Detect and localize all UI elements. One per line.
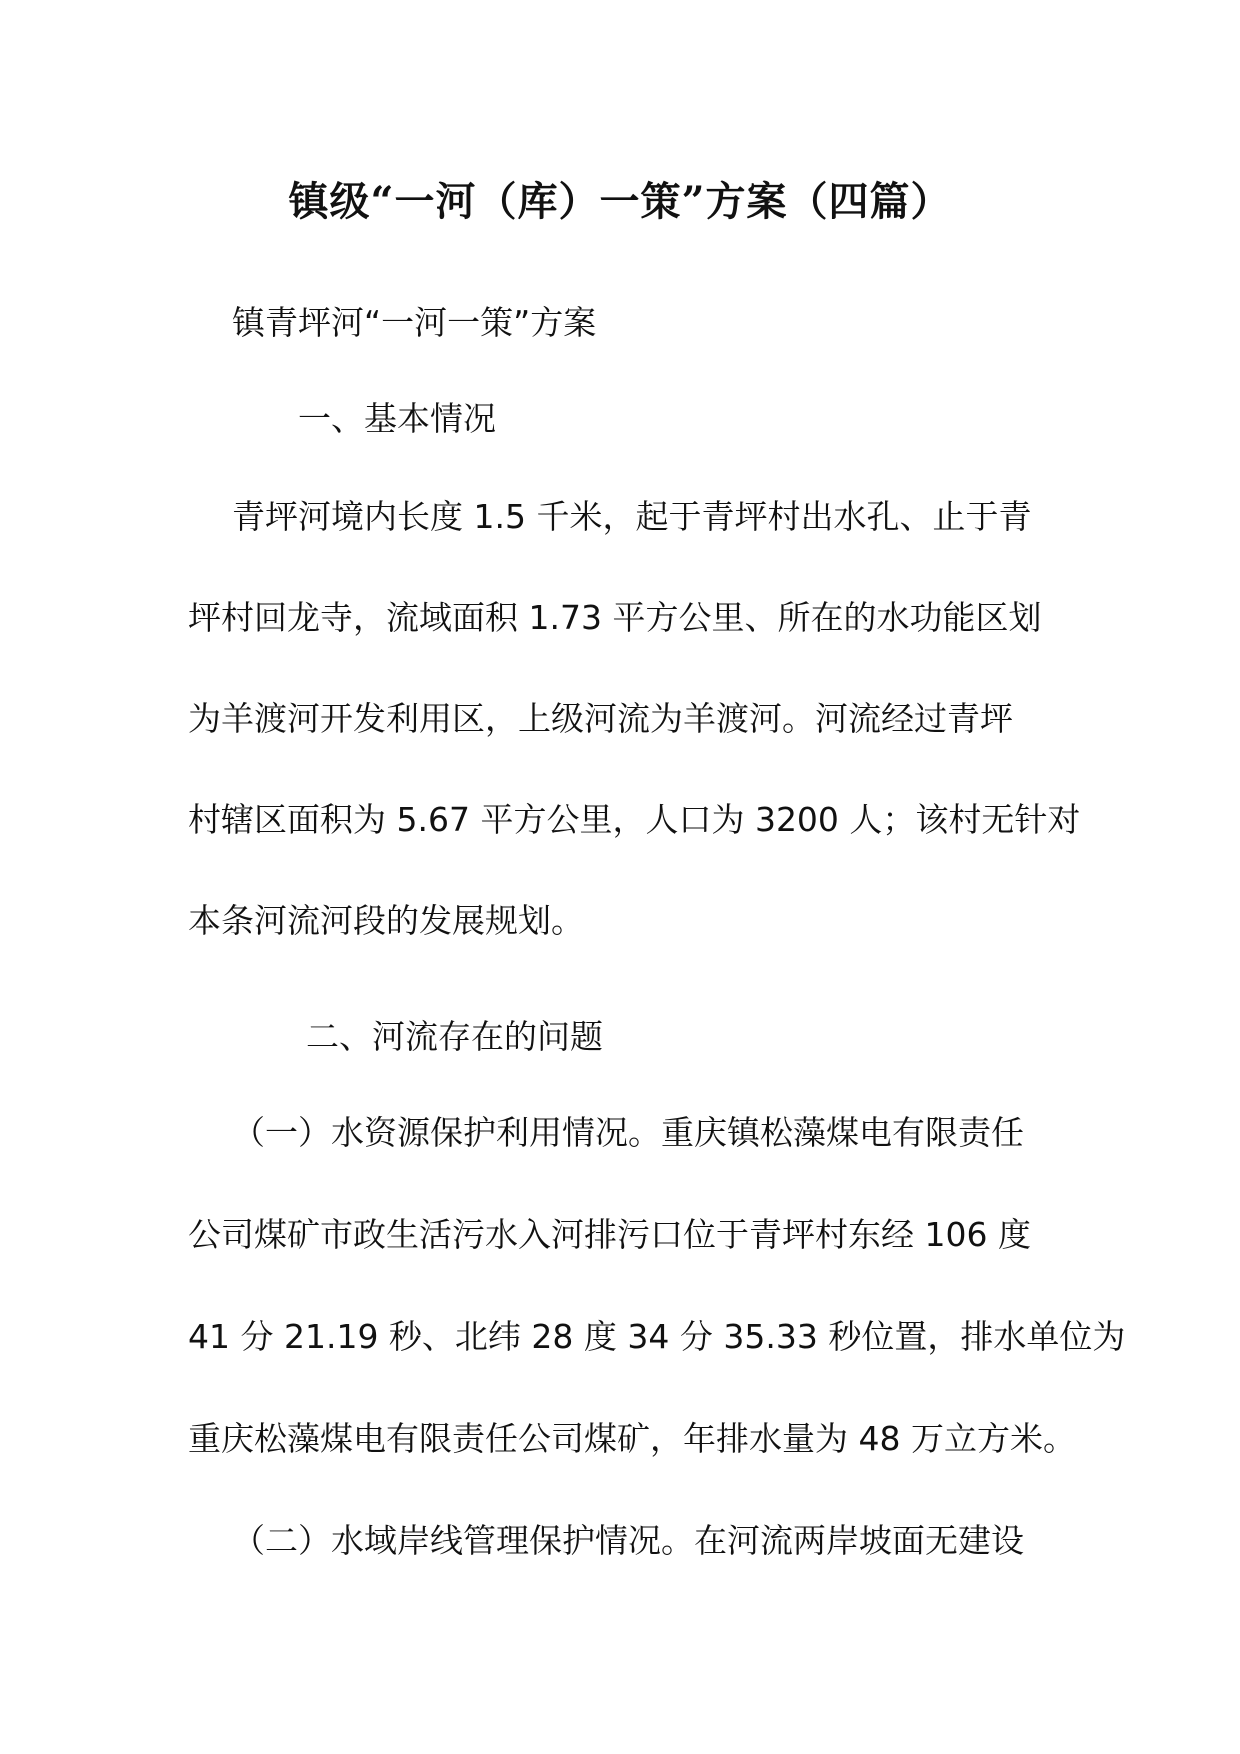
section-heading-problems: 二、河流存在的问题	[306, 1017, 603, 1056]
paragraph-line: 村辖区面积为 5.67 平方公里，人口为 3200 人；该村无针对	[188, 800, 1081, 839]
paragraph-line: 41 分 21.19 秒、北纬 28 度 34 分 35.33 秒位置，排水单位为	[188, 1317, 1126, 1356]
paragraph-line: 公司煤矿市政生活污水入河排污口位于青坪村东经 106 度	[188, 1215, 1031, 1254]
paragraph-line: （二）水域岸线管理保护情况。在河流两岸坡面无建设	[232, 1521, 1024, 1560]
paragraph-line: （一）水资源保护利用情况。重庆镇松藻煤电有限责任	[232, 1113, 1024, 1152]
paragraph-line: 本条河流河段的发展规划。	[188, 901, 584, 940]
document-title: 镇级“一河（库）一策”方案（四篇）	[288, 178, 952, 225]
section-heading-basic-info: 一、基本情况	[298, 399, 496, 438]
document-subtitle: 镇青坪河“一河一策”方案	[232, 303, 597, 342]
paragraph-line: 重庆松藻煤电有限责任公司煤矿，年排水量为 48 万立方米。	[188, 1419, 1076, 1458]
paragraph-line: 为羊渡河开发利用区，上级河流为羊渡河。河流经过青坪	[188, 699, 1013, 738]
paragraph-line: 坪村回龙寺，流域面积 1.73 平方公里、所在的水功能区划	[188, 598, 1042, 637]
paragraph-line: 青坪河境内长度 1.5 千米，起于青坪村出水孔、止于青	[232, 497, 1032, 536]
